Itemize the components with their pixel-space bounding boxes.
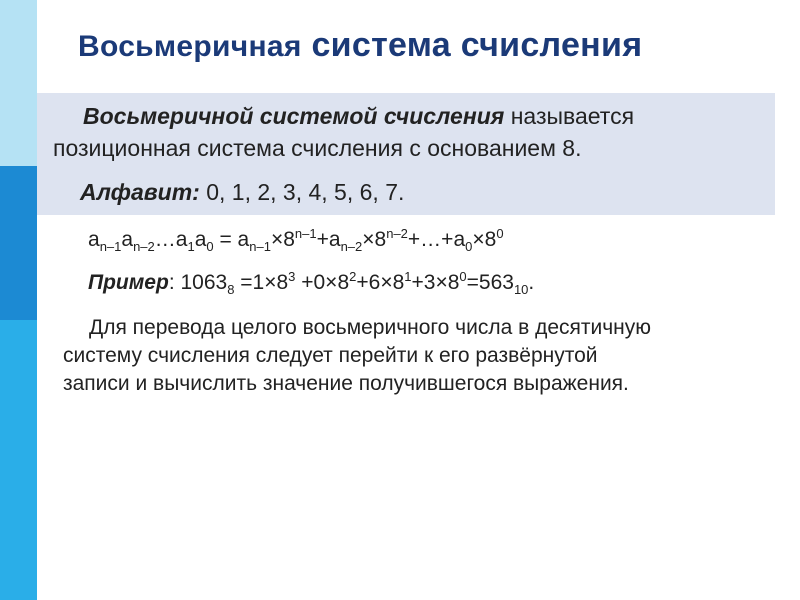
definition-rest: называется [504, 103, 635, 129]
example-label: Пример [88, 271, 169, 294]
formula-text: a [121, 228, 134, 251]
formula-text: +a [316, 228, 341, 251]
example-text: +6×8 [356, 271, 405, 294]
example-sub: 10 [513, 282, 529, 298]
formula-sub: n–2 [133, 239, 155, 255]
definition-line1 [83, 103, 634, 130]
example-line [88, 269, 535, 298]
formula-text: +…+a [407, 228, 466, 251]
example-text: =563 [466, 271, 514, 294]
expansion-formula [88, 226, 504, 255]
formula-sub: n–2 [340, 239, 363, 255]
alphabet-line [80, 179, 404, 206]
formula-text: ×8 [270, 228, 295, 251]
alphabet-label: Алфавит: [80, 179, 200, 205]
example-sup: 3 [288, 269, 296, 284]
formula-sub: n–1 [249, 239, 271, 255]
example-sup: 1 [404, 269, 412, 284]
conversion-paragraph [63, 314, 753, 398]
formula-text: …a [154, 228, 188, 251]
example-text: =1×8 [234, 271, 289, 294]
example-sub: 8 [227, 282, 235, 298]
formula-sub: n–1 [99, 239, 122, 255]
formula-text: = a [213, 228, 250, 251]
example-text: +0×8 [295, 271, 350, 294]
example-text: . [528, 271, 535, 294]
formula-text: ×8 [362, 228, 387, 251]
formula-sub: 1 [187, 239, 195, 255]
definition-line2: позиционная система счисления с основанием 8. [53, 135, 582, 161]
formula-text: a [194, 228, 207, 251]
formula-sup: n–2 [386, 226, 408, 241]
example-text: : [168, 271, 181, 294]
side-bar [0, 0, 37, 600]
formula-sub: 0 [465, 239, 473, 255]
formula-sup: 0 [496, 226, 504, 241]
paragraph-line2: систему счисления следует перейти к его развёрнутой [63, 344, 598, 367]
formula-text: ×8 [472, 228, 497, 251]
definition-term: Восьмеричной системой счисления [83, 103, 505, 129]
example-text: +3×8 [411, 271, 460, 294]
formula-text: a [88, 228, 100, 251]
title-part2: система счисления [311, 26, 643, 64]
example-sup: 0 [459, 269, 467, 284]
formula-sub: 0 [206, 239, 214, 255]
page-title [78, 26, 642, 65]
title-part1: Восьмеричная [78, 30, 302, 63]
example-text: 1063 [180, 271, 228, 294]
formula-sup: n–1 [294, 226, 317, 241]
side-bar-dark-segment [0, 166, 37, 320]
example-sup: 2 [349, 269, 357, 284]
paragraph-line3: записи и вычислить значение получившегося выражения. [63, 372, 629, 395]
alphabet-digits: 0, 1, 2, 3, 4, 5, 6, 7. [199, 179, 405, 205]
paragraph-line1: Для перевода целого восьмеричного числа в десятичную [89, 316, 652, 339]
side-bar-light-segment [0, 320, 37, 600]
